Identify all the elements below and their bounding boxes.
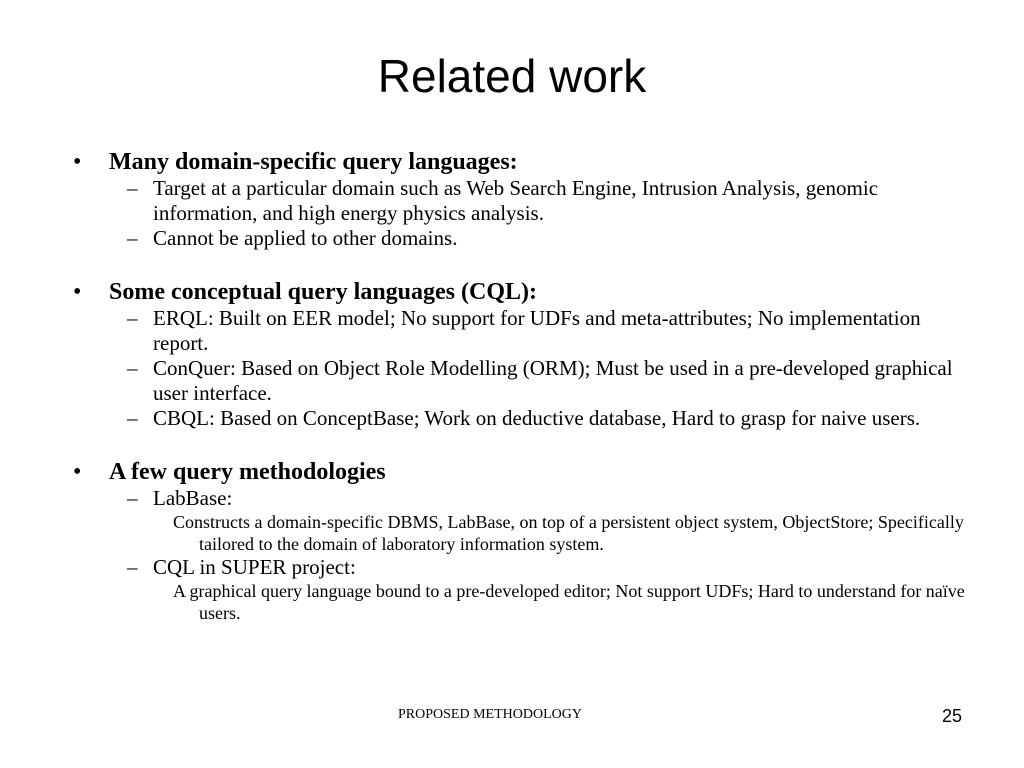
spacer (73, 251, 973, 278)
dash-icon: – (127, 226, 138, 250)
sub-bullet-text: CBQL: Based on ConceptBase; Work on deductive database, Hard to grasp for naive users. (153, 406, 921, 430)
dash-icon: – (127, 176, 138, 200)
bullet-icon: • (73, 459, 82, 485)
bullet-heading: A few query methodologies (109, 459, 386, 485)
dash-icon: – (127, 555, 138, 579)
sub-bullet-item (73, 555, 973, 580)
bullet-heading: Some conceptual query languages (CQL): (109, 279, 537, 305)
bullet-icon: • (73, 279, 82, 305)
sub-bullet-text: ConQuer: Based on Object Role Modelling (ORM); Must be used in a pre-developed graphical user interface. (153, 356, 953, 405)
detail-text: A graphical query language bound to a pre-developed editor; Not support UDFs; Hard to understand for naïve users. (173, 581, 965, 623)
sub-bullet-text: LabBase: (153, 486, 233, 510)
sub-bullet-item (73, 306, 973, 356)
slide-body (73, 148, 973, 624)
sub-bullet-item (73, 356, 973, 406)
dash-icon: – (127, 306, 138, 330)
bullet-heading: Many domain-specific query languages: (109, 149, 518, 175)
sub-bullet-text: Cannot be applied to other domains. (153, 226, 458, 250)
sub-bullet-item (73, 406, 973, 431)
bullet-item (73, 458, 973, 486)
dash-icon: – (127, 486, 138, 510)
dash-icon: – (127, 406, 138, 430)
slide-title: Related work (377, 50, 647, 102)
spacer (73, 431, 973, 458)
sub-bullet-item (73, 226, 973, 251)
sub-bullet-text: ERQL: Built on EER model; No support for UDFs and meta-attributes; No implementation report. (153, 306, 921, 355)
bullet-item (73, 148, 973, 176)
sub-bullet-item (73, 486, 973, 511)
slide-footer: PROPOSED METHODOLOGY (398, 707, 582, 722)
sub-bullet-text: Target at a particular domain such as Web Search Engine, Intrusion Analysis, genomic information, and high energy physics analysis. (153, 176, 879, 225)
dash-icon: – (127, 356, 138, 380)
sub-bullet-item (73, 176, 973, 226)
bullet-item (73, 278, 973, 306)
page-number: 25 (941, 706, 962, 726)
sub-bullet-text: CQL in SUPER project: (153, 555, 356, 579)
detail-text: Constructs a domain-specific DBMS, LabBase, on top of a persistent object system, ObjectStore; Specifically tailored to the domain of laboratory information system. (173, 512, 964, 554)
bullet-icon: • (73, 149, 82, 175)
